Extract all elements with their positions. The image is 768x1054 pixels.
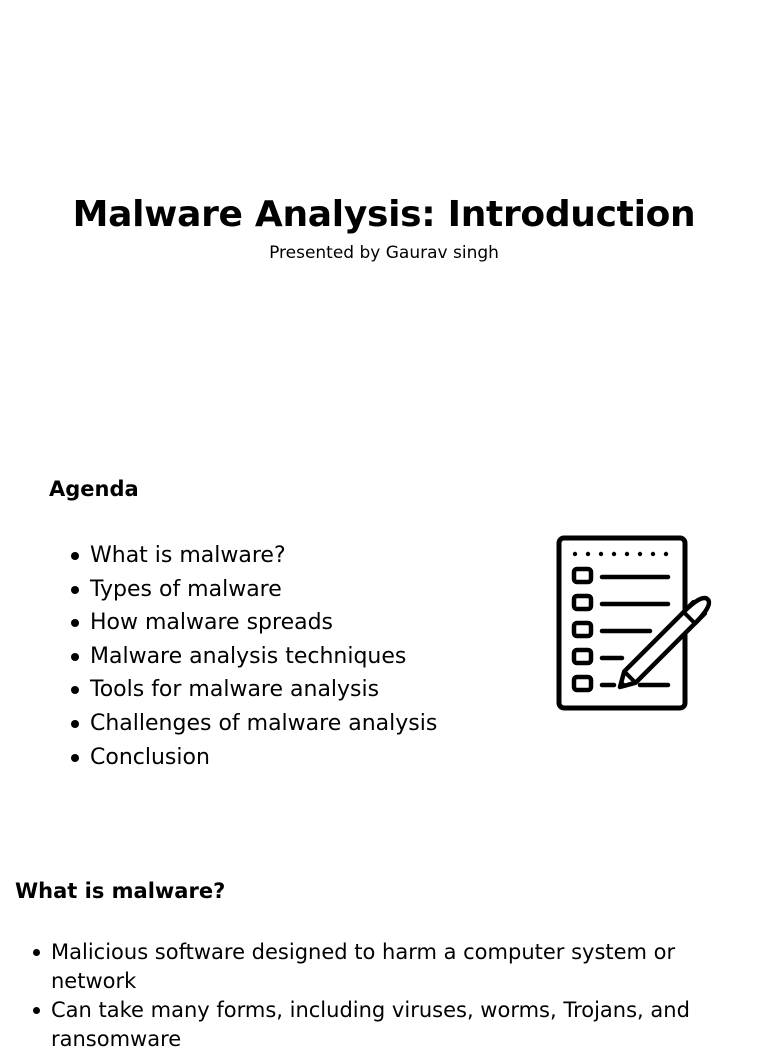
page-title: Malware Analysis: Introduction [72,194,696,235]
presenter-subtitle: Presented by Gaurav singh [269,243,499,263]
agenda-item-label: Challenges of malware analysis [90,710,438,736]
bullet-icon [71,754,79,762]
agenda-item [90,741,437,775]
bullet-icon [71,686,79,694]
list-item-text: Malicious software designed to harm a computer system or network [51,940,676,993]
agenda-item-label: Tools for malware analysis [90,677,380,703]
agenda-item-label: What is malware? [90,543,286,568]
list-item-text: Can take many forms, including viruses, worms, Trojans, and ransomware [51,998,690,1051]
agenda-item [90,539,437,573]
bullet-icon [71,619,79,627]
bullet-icon [33,949,40,956]
list-item [51,938,761,996]
what-is-malware-heading: What is malware? [15,879,226,903]
agenda-item-label: How malware spreads [90,610,334,636]
agenda-list [90,539,437,774]
bullet-icon [71,653,79,661]
checklist-pencil-icon [554,535,714,713]
agenda-heading: Agenda [49,477,139,501]
bullet-icon [71,720,79,728]
bullet-icon [33,1007,40,1014]
list-item [51,996,761,1054]
bullet-icon [71,552,79,560]
agenda-item [90,640,437,674]
bullet-icon [71,586,79,594]
agenda-item-label: Malware analysis techniques [90,643,407,669]
what-is-malware-list [51,938,761,1054]
agenda-item-label: Types of malware [90,576,282,602]
agenda-item [90,673,437,707]
agenda-item [90,707,437,741]
agenda-item [90,573,437,607]
agenda-item [90,606,437,640]
agenda-item-label: Conclusion [90,744,210,770]
